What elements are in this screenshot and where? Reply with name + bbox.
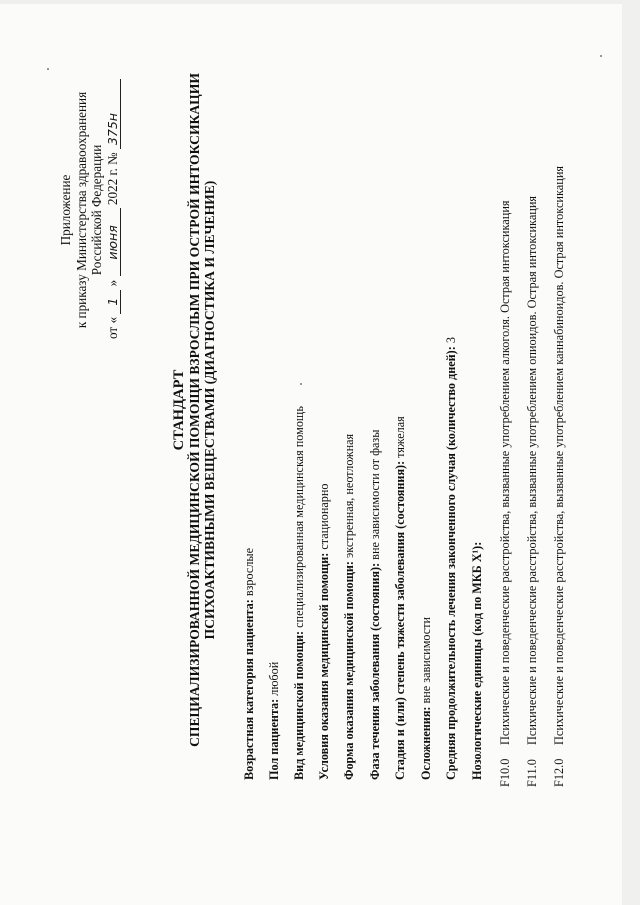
scan-speck	[300, 383, 302, 385]
param-row	[267, 662, 282, 780]
icd-code: F12.0	[552, 758, 566, 787]
icd-description: Психические и поведенческие расстройства, вызванные употреблением каннабиноидов. Острая интоксикация	[552, 165, 566, 745]
param-label: Пол пациента:	[267, 698, 281, 780]
param-value: 3	[444, 337, 458, 347]
param-label: Фаза течения заболевания (состояния):	[368, 562, 382, 780]
param-row	[444, 337, 459, 780]
param-value: специализированная медицинская помощь	[292, 406, 306, 631]
approval-line-1: Приложение	[58, 174, 73, 246]
code-row	[552, 166, 567, 787]
code-row	[498, 200, 513, 787]
param-label: Средняя продолжительность лечения законченного случая (количество дней):	[444, 346, 458, 780]
param-value: любой	[267, 661, 281, 699]
approval-line-2: к приказу Министерства здравоохранения	[73, 91, 89, 329]
icd-code: F11.0	[525, 759, 539, 787]
param-label: Возрастная категория пациента:	[242, 599, 256, 780]
param-value: экстренная, неотложная	[342, 433, 356, 562]
scan-speck	[600, 55, 602, 57]
icd-code: F10.0	[498, 758, 512, 787]
order-month-handwritten: июня	[105, 208, 122, 276]
approval-block	[58, 75, 121, 345]
approval-line-3: Российской Федерации	[89, 144, 104, 276]
order-year: 2022 г. №	[104, 152, 120, 206]
order-line	[105, 75, 122, 345]
order-prefix: от «	[104, 316, 120, 339]
scan-speck	[47, 68, 49, 70]
param-row	[342, 434, 357, 780]
order-day-handwritten: 1	[105, 290, 122, 314]
param-label: Форма оказания медицинской помощи:	[342, 561, 356, 780]
param-row	[368, 430, 383, 780]
order-number-handwritten: 375н	[105, 79, 122, 149]
param-value: взрослые	[242, 547, 256, 600]
param-value: вне зависимости	[419, 616, 433, 707]
document-title	[172, 65, 217, 755]
param-label: Стадия и (или) степень тяжести заболевания (состояния):	[393, 460, 407, 780]
order-mid: »	[104, 279, 120, 287]
title-line-2: ПСИХОАКТИВНЫМИ ВЕЩЕСТВАМИ (ДИАГНОСТИКА И ЛЕЧЕНИЕ)	[202, 180, 217, 640]
icd-description: Психические и поведенческие расстройства, вызванные употреблением алкоголя. Острая интоксикация	[498, 200, 512, 745]
icd-description: Психические и поведенческие расстройства, вызванные употреблением опиоидов. Острая интоксикация	[525, 195, 539, 745]
param-label: Осложнения:	[419, 706, 433, 780]
param-row	[292, 406, 307, 780]
param-label: Нозологические единицы (код по МКБ X¹):	[470, 541, 484, 780]
param-row	[242, 548, 257, 780]
title-heading: СТАНДАРТ	[171, 369, 187, 451]
param-label: Вид медицинской помощи:	[292, 630, 306, 780]
param-value: вне зависимости от фазы	[368, 429, 382, 563]
param-row	[470, 542, 485, 780]
param-value: стационарно	[317, 483, 331, 553]
param-label: Условия оказания медицинской помощи:	[317, 552, 331, 780]
title-line-1: СПЕЦИАЛИЗИРОВАННОЙ МЕДИЦИНСКОЙ ПОМОЩИ ВЗРОСЛЫМ ПРИ ОСТРОЙ ИНТОКСИКАЦИИ	[187, 73, 202, 747]
code-row	[525, 196, 540, 787]
param-row	[419, 617, 434, 780]
param-row	[393, 416, 408, 780]
param-row	[317, 484, 332, 780]
param-value: тяжелая	[393, 416, 407, 461]
